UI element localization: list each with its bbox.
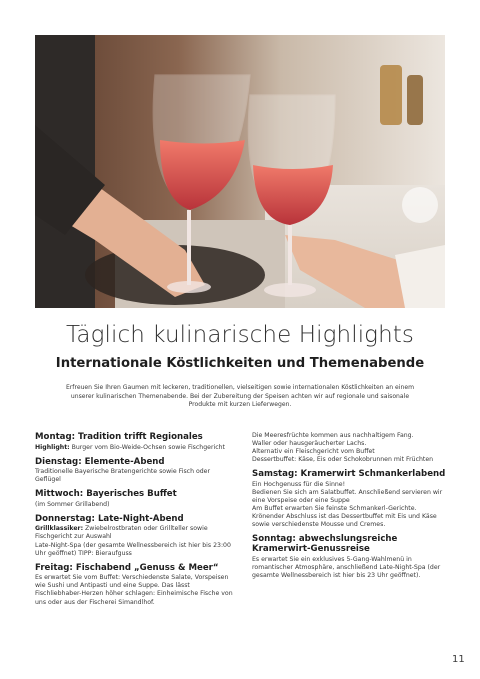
saturday-line3: Am Buffet erwarten Sie feinste Schmankerl-Gerichte.	[252, 505, 417, 513]
wine-toast-illustration	[35, 35, 445, 308]
thursday-spa-text: Late-Night-Spa (der gesamte Wellnessbereich ist hier bis 23:00 Uhr geöffnet) TIPP: Bieraufguss	[35, 541, 231, 557]
friday-text: Es erwartet Sie vom Buffet: Verschiedenste Salate, Vorspeisen wie Sushi und Antipasti und eine Suppe. Das lässt Fischliebhaber-Herzen höher schlagen: Einheimische Fische von uns oder aus der Fischerei Simandlhof.	[35, 574, 233, 606]
section-monday	[35, 432, 235, 452]
section-wednesday	[35, 489, 235, 509]
section-thursday	[35, 514, 235, 558]
friday-cont-line3: Alternativ ein Fleischgericht vom Buffet	[252, 448, 375, 456]
section-tuesday	[35, 457, 235, 485]
section-friday-continued	[252, 432, 448, 464]
section-saturday	[252, 469, 448, 529]
section-title-monday: Montag: Tradition trifft Regionales	[35, 432, 203, 442]
right-column	[252, 432, 448, 585]
section-title-friday: Freitag: Fischabend „Genuss & Meer“	[35, 562, 219, 573]
sunday-text: Es erwartet Sie ein exklusives 5-Gang-Wahlmenü in romantischer Atmosphäre, anschließend Late-Night-Spa (der gesamte Wellnessbereich ist hier bis 23 Uhr geöffnet).	[252, 555, 441, 580]
saturday-line4: Krönender Abschluss ist das Dessertbuffet mit Eis und Käse sowie verschiedenste Mousse und Cremes.	[252, 513, 437, 529]
wednesday-text: (im Sommer Grillabend)	[35, 500, 110, 508]
section-title-thursday: Donnerstag: Late-Night-Abend	[35, 513, 184, 524]
saturday-line1: Ein Hochgenuss für die Sinne!	[252, 480, 346, 488]
section-sunday	[252, 534, 448, 580]
hero-photo-wine-glasses	[35, 35, 445, 308]
intro-paragraph: Erfreuen Sie Ihren Gaumen mit leckeren, traditionellen, vielseitigen sowie internationalen Köstlichkeiten an einem unserer kulinarischen Themenabende. Bei der Zubereitung der Speisen achten wir auf regionale und saisonale Produkte mit kurzen Lieferwegen.	[65, 384, 415, 409]
section-title-sunday: Sonntag: abwechslungsreiche Kramerwirt-Genussreise	[252, 534, 398, 555]
page-number: 11	[452, 654, 465, 665]
thursday-grill-label: Grillklassiker:	[35, 525, 84, 533]
section-title-saturday: Samstag: Kramerwirt Schmankerlabend	[252, 469, 446, 480]
friday-cont-line1: Die Meeresfrüchte kommen aus nachhaltigem Fang.	[252, 432, 414, 439]
friday-cont-line4: Dessertbuffet: Käse, Eis oder Schokobrunnen mit Früchten	[252, 456, 434, 464]
left-column	[35, 432, 235, 612]
monday-text	[35, 444, 235, 452]
section-title-tuesday: Dienstag: Elemente-Abend	[35, 456, 165, 467]
friday-cont-line2: Waller oder hausgeräucherter Lachs.	[252, 440, 367, 448]
section-friday	[35, 563, 235, 607]
monday-highlight-text: Burger vom Bio-Weide-Ochsen sowie Fischgericht	[69, 443, 225, 451]
tuesday-text: Traditionelle Bayerische Bratengerichte sowie Fisch oder Geflügel	[35, 468, 211, 484]
section-title-wednesday: Mittwoch: Bayerisches Buffet	[35, 489, 177, 500]
thursday-grill-text	[35, 525, 235, 541]
monday-highlight-label: Highlight:	[35, 443, 70, 451]
saturday-line2: Bedienen Sie sich am Salatbuffet. Anschließend servieren wir eine Vorspeise oder eine Suppe	[252, 488, 443, 505]
page-subtitle: Internationale Köstlichkeiten und Themenabende	[55, 356, 425, 371]
thursday-grill-body: Zwiebelrostbraten oder Grillteller sowie Fischgericht zur Auswahl	[35, 525, 208, 541]
page-title: Täglich kulinarische Highlights	[66, 322, 414, 348]
